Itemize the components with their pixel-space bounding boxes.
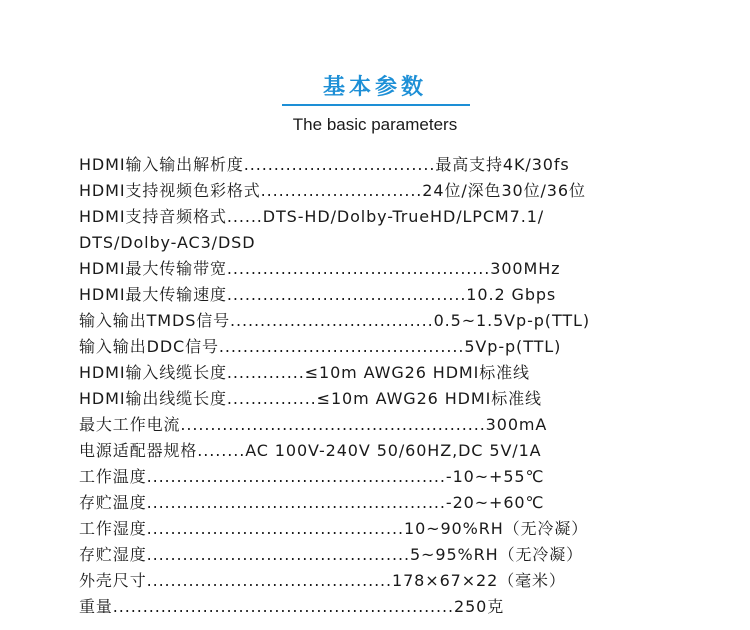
spec-line-work-temp: 工作温度..................................................-10~+55℃ bbox=[79, 467, 545, 486]
spec-line-dimensions: 外壳尺寸.........................................178×67×22（毫米） bbox=[79, 571, 566, 590]
spec-line-power-adapter: 电源适配器规格........AC 100V-240V 50/60HZ,DC 5V/1A bbox=[79, 441, 542, 460]
section-title: 基本参数 bbox=[322, 75, 427, 100]
spec-line-input-cable: HDMI输入线缆长度.............≤10m AWG26 HDMI标准线 bbox=[79, 363, 530, 382]
spec-line-color-format: HDMI支持视频色彩格式...........................24位/深色30位/36位 bbox=[79, 181, 586, 200]
spec-line-bandwidth: HDMI最大传输带宽............................................300MHz bbox=[79, 259, 561, 278]
spec-line-storage-temp: 存贮温度..................................................-20~+60℃ bbox=[79, 493, 545, 512]
spec-line-output-cable: HDMI输出线缆长度...............≤10m AWG26 HDMI标准线 bbox=[79, 389, 542, 408]
spec-line-resolution: HDMI输入输出解析度................................最高支持4K/30fs bbox=[79, 155, 570, 174]
spec-line-ddc: 输入输出DDC信号.........................................5Vp-p(TTL) bbox=[79, 337, 562, 356]
spec-line-weight: 重量.........................................................250克 bbox=[79, 597, 505, 616]
spec-line-speed: HDMI最大传输速度........................................10.2 Gbps bbox=[79, 285, 557, 304]
section-subtitle: The basic parameters bbox=[292, 115, 458, 134]
spec-line-audio-format-cont: DTS/Dolby-AC3/DSD bbox=[79, 233, 256, 252]
spec-line-tmds: 输入输出TMDS信号..................................0.5~1.5Vp-p(TTL) bbox=[79, 311, 590, 330]
spec-line-storage-humidity: 存贮湿度............................................5~95%RH（无冷凝） bbox=[79, 545, 584, 564]
title-underline bbox=[282, 104, 470, 106]
spec-line-audio-format: HDMI支持音频格式......DTS-HD/Dolby-TrueHD/LPCM7.1/ bbox=[79, 207, 545, 226]
spec-list bbox=[79, 152, 699, 620]
spec-line-current: 最大工作电流...................................................300mA bbox=[79, 415, 548, 434]
spec-line-work-humidity: 工作湿度...........................................10~90%RH（无冷凝） bbox=[79, 519, 589, 538]
